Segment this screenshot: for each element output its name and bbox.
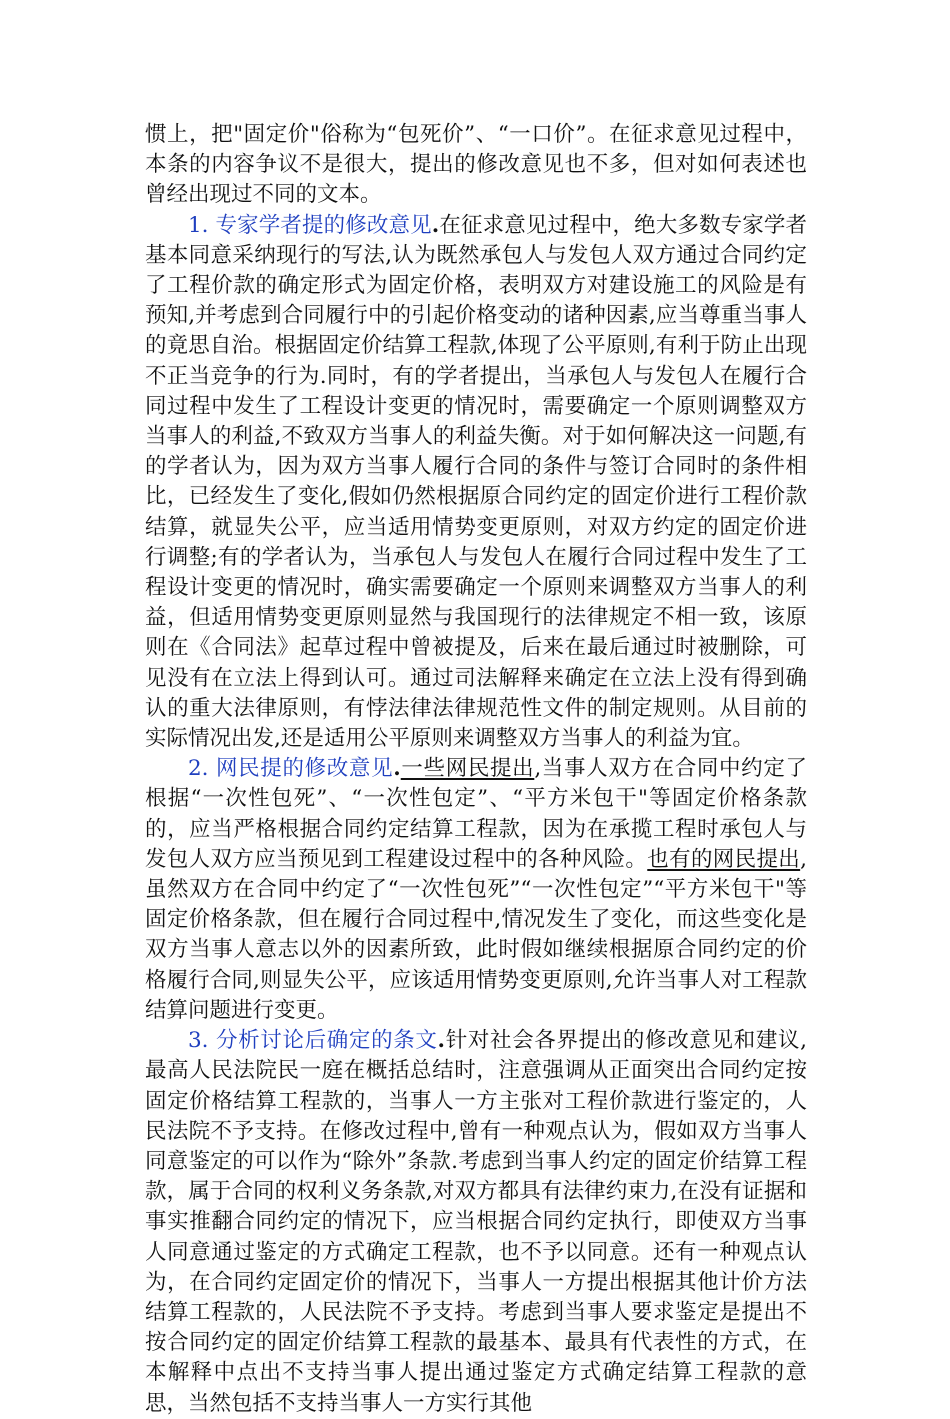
document-page (145, 120, 807, 1419)
section-heading-expert: 1. 专家学者提的修改意见 (188, 212, 432, 238)
heading-period: . (431, 212, 440, 238)
paragraph-expert-opinions (145, 211, 807, 755)
paragraph-final-clause (145, 1026, 807, 1419)
underlined-phrase: 也有的网民提出 (647, 846, 801, 872)
paragraph-intro-text: 惯上，把"固定价"俗称为“包死价”、“一口价”。在征求意见过程中，本条的内容争议不是很大，提出的修改意见也不多，但对如何表述也曾经出现过不同的文本。 (145, 122, 807, 208)
underlined-phrase: 一些网民提出 (400, 756, 535, 782)
section-heading-final: 3. 分析讨论后确定的条文 (188, 1028, 438, 1054)
section-heading-netizen: 2. 网民提的修改意见 (188, 756, 394, 782)
paragraph-netizen-text-2: ,虽然双方在合同中约定了“一次性包死”“一次性包定”“平方米包干"等固定价格条款，但在履行合同过程中,情况发生了变化，而这些变化是双方当事人意志以外的因素所致，此时假如继续根据原合同约定的价格履行合同,则显失公平，应该适用情势变更原则,允许当事人对工程款结算问题进行变更。 (145, 846, 807, 1023)
paragraph-netizen-opinions (145, 754, 807, 1026)
paragraph-final-text: 针对社会各界提出的修改意见和建议,最高人民法院民一庭在概括总结时，注意强调从正面突出合同约定按固定价格结算工程款的，当事人一方主张对工程价款进行鉴定的，人民法院不予支持。在修改过程中,曾有一种观点认为，假如双方当事人同意鉴定的可以作为“除外”条款.考虑到当事人约定的固定价结算工程款，属于合同的权利义务条款,对双方都具有法律约束力,在没有证据和事实推翻合同约定的情况下，应当根据合同约定执行，即使双方当事人同意通过鉴定的方式确定工程款，也不予以同意。还有一种观点认为，在合同约定固定价的情况下，当事人一方提出根据其他计价方法结算工程款的，人民法院不予支持。考虑到当事人要求鉴定是提出不按合同约定的固定价结算工程款的最基本、最具有代表性的方式，在本解释中点出不支持当事人提出通过鉴定方式确定结算工程款的意思，当然包括不支持当事人一方实行其他 (145, 1028, 807, 1416)
paragraph-expert-text: 在征求意见过程中，绝大多数专家学者基本同意采纳现行的写法,认为既然承包人与发包人双方通过合同约定了工程价款的确定形式为固定价格，表明双方对建设施工的风险是有预知,并考虑到合同履行中的引起价格变动的诸种因素,应当尊重当事人的竟思自治。根据固定价结算工程款,体现了公平原则,有利于防止出现不正当竞争的行为.同时，有的学者提出，当承包人与发包人在履行合同过程中发生了工程设计变更的情况时，需要确定一个原则调整双方当事人的利益,不致双方当事人的利益失衡。对于如何解决这一问题,有的学者认为，因为双方当事人履行合同的条件与签订合同时的条件相比，已经发生了变化,假如仍然根据原合同约定的固定价进行工程价款结算，就显失公平，应当适用情势变更原则，对双方约定的固定价进行调整;有的学者认为，当承包人与发包人在履行合同过程中发生了工程设计变更的情况时，确实需要确定一个原则来调整双方当事人的利益，但适用情势变更原则显然与我国现行的法律规定不相一致，该原则在《合同法》起草过程中曾被提及，后来在最后通过时被删除，可见没有在立法上得到认可。通过司法解释来确定在立法上没有得到确认的重大法律原则，有悖法律法律规范性文件的制定规则。从目前的实际情况出发,还是适用公平原则来调整双方当事人的利益为宜。 (145, 212, 807, 752)
paragraph-intro (145, 120, 807, 211)
heading-period: . (437, 1028, 446, 1054)
paragraph-netizen-text-1: ,当事人双方在合同中约定了根据“一次性包死”、“一次性包定”、“平方米包干"等固定价格条款的，应当严格根据合同约定结算工程款，因为在承揽工程时承包人与发包人双方应当预见到工程建设过程中的各种风险。 (145, 756, 807, 872)
heading-period: . (393, 756, 401, 782)
